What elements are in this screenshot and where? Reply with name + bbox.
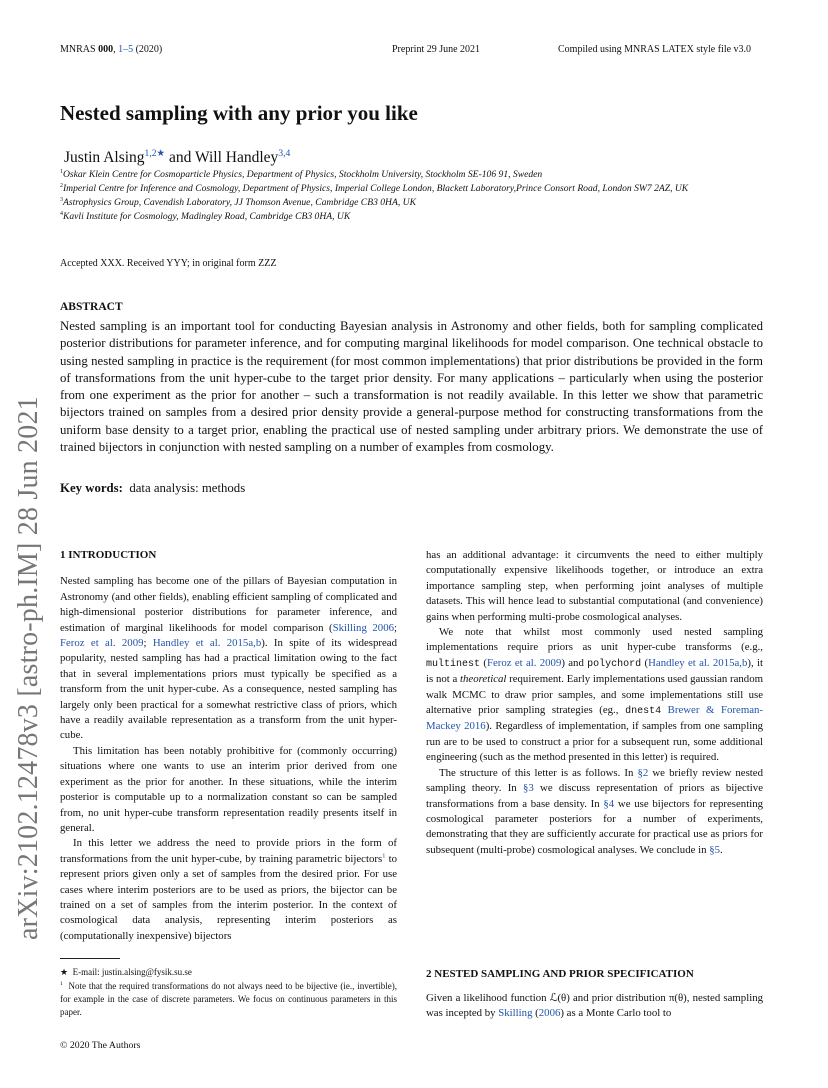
section-heading-introduction: 1 INTRODUCTION xyxy=(60,549,157,561)
arxiv-stamp: arXiv:2102.12478v3 [astro-ph.IM] 28 Jun 2021 xyxy=(13,396,44,940)
intro-paragraph-6: The structure of this letter is as follows. In §2 we briefly review nested sampling theory. In §3 we discuss representation of priors as bijective transformations from a base density. In §4 we use bijectors for representing cosmological parameter posteriors for a number of experiments, demonstrating that they are sufficiently accurate for practical use as priors for subsequent (multi-probe) cosmological analyses. We conclude in §5. xyxy=(426,766,763,856)
intro-paragraph-2: This limitation has been notably prohibitive for (commonly occurring) situations where one wants to use an interim prior derived from one experiment as the prior for another. In these situations, while the interim posterior is computable up to a normalization constant so can be sampled from, no unit hyper-cube transform representation readily presents itself in general. xyxy=(60,744,397,834)
footnote-marker[interactable]: 1 xyxy=(382,852,386,860)
intro-paragraph-3: In this letter we address the need to provide priors in the form of transformations from the unit hyper-cube, by training parametric bijectors$^1$ to represent priors given only a set of samples from the desired prior. For use cases where interim posteriors are to be used as priors, the bijector can be trained on a set of samples from the interim posterior. In the context of cosmological data analysis, representing interim posteriors as (computationally inexpensive) bijectors xyxy=(60,837,397,942)
footnote-rule xyxy=(60,958,120,959)
citation-link[interactable]: 2006 xyxy=(538,1007,561,1020)
accepted-line: Accepted XXX. Received YYY; in original form ZZZ xyxy=(60,258,277,269)
compiled-note: Compiled using MNRAS LATEX style file v3.0 xyxy=(558,44,752,55)
citation-link[interactable]: Feroz et al. 2009 xyxy=(60,637,144,650)
section-link[interactable]: §3 xyxy=(522,782,534,795)
citation-link[interactable]: Handley et al. 2015a,b xyxy=(648,656,748,669)
left-column xyxy=(60,548,397,944)
copyright: © 2020 The Authors xyxy=(60,1040,141,1051)
section-link[interactable]: §2 xyxy=(637,766,649,779)
affiliation-2: $^2$Imperial Centre for Inference and Cosmology, Department of Physics, Imperial College London, Blackett Laboratory,Prince Consort Road, London SW7 2AZ, UK xyxy=(60,182,689,194)
citation-link[interactable]: Handley et al. 2015a,b xyxy=(152,637,262,650)
affiliation-4: $^4$Kavli Institute for Cosmology, Madingley Road, Cambridge CB3 0HA, UK xyxy=(60,210,351,222)
affiliation-3: $^3$Astrophysics Group, Cavendish Laboratory, JJ Thomson Avenue, Cambridge CB3 0HA, UK xyxy=(60,196,416,208)
footnote-email: ★ E-mail: justin.alsing@fysik.su.se xyxy=(60,967,192,977)
citation-link[interactable]: Skilling 2006 xyxy=(332,621,394,634)
abstract-heading: ABSTRACT xyxy=(60,301,123,313)
section2-paragraph: Given a likelihood function ℒ(θ) and prior distribution π(θ), nested sampling was incepted by Skilling (2006) as a Monte Carlo tool to xyxy=(426,992,763,1020)
keywords: Key words: data analysis: methods xyxy=(60,481,246,495)
journal-reference: MNRAS 000, 1–5 (2020) xyxy=(60,44,163,55)
affiliation-1: $^1$Oskar Klein Centre for Cosmoparticle Physics, Department of Physics, Stockholm University, Stockholm SE-106 91, Sweden xyxy=(60,168,543,180)
right-column xyxy=(426,548,763,858)
intro-paragraph-4: has an additional advantage: it circumvents the need to either multiply computationally expensive likelihoods together, or introduce an extra importance sampling step, when performing joint analyses of multiple datasets. This will hence lead to substantial computational (and convenience) gains when performing multi-probe cosmological analyses. xyxy=(426,549,763,623)
section-heading-nested-sampling: 2 NESTED SAMPLING AND PRIOR SPECIFICATION xyxy=(426,968,694,980)
author-list: Justin Alsing$^{1,2★}$ and Will Handley$^{3,4}$ xyxy=(64,147,291,166)
section-link[interactable]: §5 xyxy=(709,843,720,856)
citation-link[interactable]: Brewer & Foreman-Mackey 2016 xyxy=(426,704,764,733)
citation-link[interactable]: Skilling xyxy=(498,1007,533,1020)
intro-paragraph-1: Nested sampling has become one of the pillars of Bayesian computation in Astronomy (and other fields), enabling efficient sampling of complicated and high-dimensional posterior distributions for parameter inference, and estimation of marginal likelihoods for model comparison (Skilling 2006; Feroz et al. 2009; Handley et al. 2015a,b). In spite of its widespread popularity, nested sampling has had a practical limitation owing to the fact that in several implementations priors must typically be specified as a transform from the unit hyper-cube. As a consequence, nested sampling has largely only been practical for a somewhat restrictive class of priors, which have a readily available representation as a transform from the unit hyper-cube. xyxy=(60,575,397,742)
page-range-link[interactable]: 1–5 xyxy=(118,44,134,55)
footnote-1: $^1$ Note that the required transformations do not always need to be bijective (ie., invertible), for example in the case of discrete parameters. We focus on continuous parameters in this paper. xyxy=(60,981,398,1017)
abstract-text: Nested sampling is an important tool for conducting Bayesian analysis in Astronomy and other fields, both for sampling complicated posterior distributions for parameter inference, and for computing marginal likelihoods for model comparison. One technical obstacle to using nested sampling in practice is the requirement (for most common implementations) that prior distributions be provided in the form of transformations from the unit hyper-cube to the target prior density. For many applications – particularly when using the posterior from one experiment as the prior for another – such a transformation is not readily available. In this letter we show that parametric bijectors trained on samples from a desired prior density provide a general-purpose method for constructing transformations from the uniform base density to a target prior, enabling the practical use of nested sampling under arbitrary priors. We demonstrate the use of trained bijectors in conjunction with nested sampling on a number of examples from cosmology. xyxy=(60,319,763,455)
preprint-date: Preprint 29 June 2021 xyxy=(392,44,481,55)
paper-title: Nested sampling with any prior you like xyxy=(60,101,418,125)
intro-paragraph-5: We note that whilst most commonly used nested sampling implementations require priors as unit hyper-cube transforms (e.g., multinest (Feroz et al. 2009) and polychord (Handley et al. 2015a,b), it is not a theoretical requirement. Early implementations used gaussian random walk MCMC to draw prior samples, and some implementations still use alternative prior sampling strategies (eg., dnest4 Brewer & Foreman-Mackey 2016). Regardless of implementation, if samples from one sampling run are to be used to construct a prior for a subsequent run, some additional engineering (such as the method presented in this letter) is required. xyxy=(426,626,764,764)
section-link[interactable]: §4 xyxy=(603,797,615,810)
citation-link[interactable]: Feroz et al. 2009 xyxy=(486,656,562,669)
